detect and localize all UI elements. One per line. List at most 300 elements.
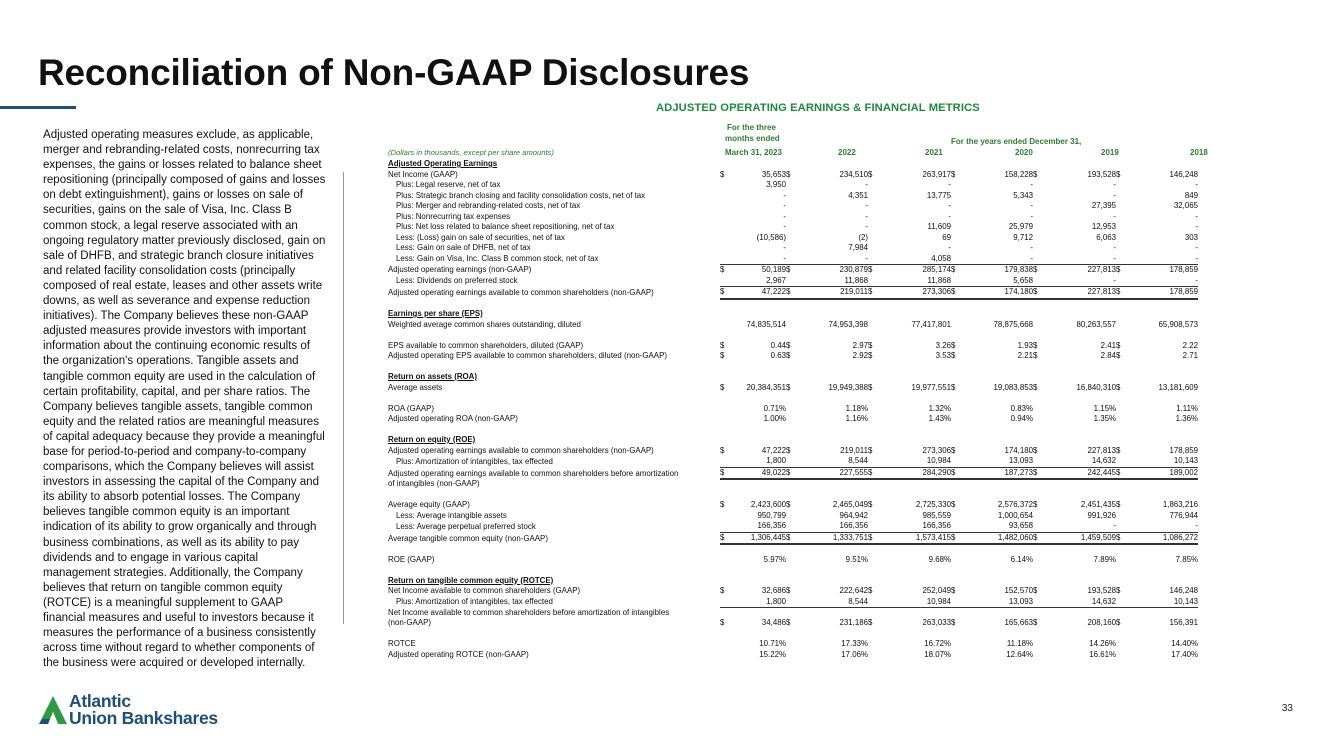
currency-symbol: $ [868,340,873,350]
units-note: (Dollars in thousands, except per share amounts) [388,148,554,157]
value-cell [1144,372,1198,383]
value-cell: 776,944 [1169,510,1198,520]
currency-symbol [1116,212,1144,223]
table-row [388,320,1240,331]
value-cell: 849 [1184,190,1198,200]
currency-symbol: $ [1033,382,1038,392]
currency-symbol [720,435,732,446]
currency-symbol [1033,639,1062,650]
currency-symbol [1033,597,1062,608]
currency-symbol [951,201,979,212]
value-cell: 11,868 [897,276,951,287]
value-cell: - [865,180,868,189]
value-cell: - [1062,521,1116,532]
value-cell: 47,222 [761,445,786,455]
value-cell: 80,263,557 [1076,319,1116,329]
currency-symbol [786,456,814,467]
table-row [388,362,1240,373]
currency-symbol [1116,180,1144,191]
currency-symbol: $ [1033,340,1038,350]
currency-symbol: $ [1116,265,1121,274]
currency-symbol [786,159,814,170]
row-label: Average assets [388,382,443,392]
currency-symbol: $ [720,340,725,350]
value-cell: 146,248 [1169,586,1198,595]
value-cell: 7.85% [1175,554,1198,564]
currency-symbol [1116,320,1144,331]
table-row [388,608,1240,619]
currency-symbol [720,404,732,415]
currency-symbol [786,608,814,619]
value-cell: - [1062,254,1116,265]
currency-symbol: $ [786,618,791,627]
currency-symbol [1033,404,1062,415]
currency-symbol [1116,639,1144,650]
currency-symbol: $ [786,169,791,179]
value-cell: 1.32% [928,403,951,413]
currency-symbol [1116,404,1144,415]
currency-symbol [951,639,979,650]
currency-symbol: $ [868,265,873,274]
currency-symbol [868,521,897,532]
currency-symbol [1033,511,1062,522]
value-cell: 32,686 [761,586,786,595]
currency-symbol [868,414,897,425]
value-cell: 964,942 [839,510,868,520]
year-header-2021: 2021 [925,148,943,157]
currency-symbol: $ [951,169,956,179]
currency-symbol: $ [720,532,732,544]
currency-symbol: $ [720,500,725,509]
value-cell: 10,143 [1144,597,1198,608]
value-cell: 1,800 [732,597,786,608]
currency-symbol: $ [1033,586,1038,595]
currency-symbol [786,414,814,425]
table-row [388,629,1240,640]
row-label [388,435,720,446]
currency-symbol: $ [951,351,956,360]
currency-symbol [951,254,979,265]
currency-symbol: $ [786,586,791,595]
currency-symbol: $ [951,618,956,627]
table-row [388,351,1240,362]
value-cell: 166,356 [732,521,786,532]
currency-symbol: $ [1116,500,1121,509]
row-label: Net Income (GAAP) [388,169,458,179]
value-cell: - [948,243,951,252]
currency-symbol: $ [1033,351,1038,360]
currency-symbol [951,233,979,244]
value-cell: 1,306,445 [732,532,786,544]
currency-symbol: $ [868,586,873,595]
value-cell [979,159,1033,170]
currency-symbol: $ [951,467,979,479]
value-cell [1062,608,1116,619]
table-row [388,597,1240,608]
row-label: Adjusted operating EPS available to common shareholders, diluted (non-GAAP) [388,351,667,360]
currency-symbol [1033,555,1062,566]
table-row [388,287,1240,299]
value-cell [732,608,786,619]
table-row [388,170,1240,181]
value-cell: 0.44 [770,340,786,350]
row-label [388,372,720,383]
currency-symbol [951,159,979,170]
value-cell [732,479,786,490]
currency-symbol [868,191,897,202]
table-row [388,404,1240,415]
table-heading: ADJUSTED OPERATING EARNINGS & FINANCIAL METRICS [656,102,980,114]
row-label: Adjusted operating earnings available to common shareholders (non-GAAP) [388,445,654,455]
value-cell: 1.43% [928,414,951,423]
value-cell: 1.15% [1093,403,1116,413]
value-cell [1062,372,1116,383]
currency-symbol: $ [868,532,897,544]
currency-symbol [1033,243,1062,254]
value-cell: 27,395 [1091,201,1116,210]
currency-symbol [720,576,732,587]
value-cell: 74,953,398 [828,319,868,329]
currency-symbol [720,650,732,661]
value-cell: 1,800 [732,456,786,467]
currency-symbol [720,254,732,265]
value-cell: - [1113,243,1116,252]
currency-symbol [868,650,897,661]
value-cell: - [1144,521,1198,532]
value-cell: 19,083,853 [993,382,1033,392]
currency-symbol [1116,191,1144,202]
currency-symbol [1033,608,1062,619]
value-cell [1144,159,1198,170]
currency-symbol [1116,309,1144,320]
currency-symbol [1116,456,1144,467]
currency-symbol: $ [720,586,725,595]
value-cell: 93,658 [979,521,1033,532]
table-row [388,393,1240,404]
currency-symbol: $ [720,618,725,627]
value-cell: - [948,180,951,189]
currency-symbol: $ [786,500,791,509]
value-cell: 3.26 [935,340,951,350]
row-label: Plus: Amortization of intangibles, tax effected [396,456,553,466]
row-label [388,576,720,587]
value-cell [732,435,786,446]
currency-symbol: $ [1033,500,1038,509]
value-cell: 156,391 [1169,618,1198,627]
currency-symbol [720,191,732,202]
currency-symbol: $ [1116,467,1144,479]
currency-symbol [868,555,897,566]
currency-symbol [868,372,897,383]
value-cell: - [865,201,868,210]
value-cell: 8,544 [814,456,868,467]
value-cell: 189,002 [1144,467,1198,479]
currency-symbol: $ [951,287,979,299]
currency-symbol: $ [868,169,873,179]
value-cell [814,159,868,170]
currency-symbol [720,456,732,467]
currency-symbol [1033,576,1062,587]
currency-symbol: $ [951,586,956,595]
three-months-header-line1: For the three [727,123,776,132]
value-cell: - [1144,276,1198,287]
row-label: Less: Gain on sale of DHFB, net of tax [396,243,531,252]
value-cell: - [1030,211,1033,221]
currency-symbol [720,320,732,331]
currency-symbol: $ [1116,445,1121,455]
value-cell: 1,000,654 [997,510,1033,520]
currency-symbol [951,320,979,331]
currency-symbol: $ [1116,586,1121,595]
table-row [388,180,1240,191]
value-cell: - [783,201,786,210]
value-cell: 1.11% [1176,403,1198,413]
currency-symbol: $ [1033,445,1038,455]
value-cell: 0.83% [1010,403,1033,413]
currency-symbol [951,511,979,522]
value-cell: 17.33% [841,639,868,648]
table-row [388,511,1240,522]
currency-symbol [1116,576,1144,587]
currency-symbol: $ [786,532,814,544]
value-cell [814,479,868,490]
value-cell: - [1113,180,1116,189]
value-cell: 174,180 [979,287,1033,299]
currency-symbol: $ [1033,287,1062,299]
currency-symbol: $ [868,500,873,509]
title-accent-rule [0,106,76,109]
currency-symbol [951,372,979,383]
value-cell: - [783,211,786,221]
currency-symbol [786,511,814,522]
currency-symbol [786,576,814,587]
section-divider [343,172,344,624]
currency-symbol [720,180,732,191]
currency-symbol [720,372,732,383]
currency-symbol: $ [720,287,732,299]
currency-symbol [951,276,979,287]
section-title: Return on equity (ROE) [388,435,476,444]
row-label: Adjusted operating earnings available to common shareholders (non-GAAP) [388,288,654,297]
value-cell [979,576,1033,587]
atlantic-union-a-logo-icon [38,695,68,725]
value-cell: 234,510 [839,169,868,179]
value-cell: 2.41 [1100,340,1116,350]
currency-symbol [951,404,979,415]
table-row [388,243,1240,254]
currency-symbol [951,608,979,619]
currency-symbol: $ [1116,618,1121,627]
currency-symbol [720,276,732,287]
value-cell: 1.35% [1093,414,1116,423]
currency-symbol [1116,201,1144,212]
value-cell: 252,049 [922,586,951,595]
value-cell: 9,712 [1013,232,1033,242]
row-label: Average tangible common equity (non-GAAP) [388,533,548,543]
row-label: ROTCE [388,639,416,648]
value-cell: 284,290 [897,467,951,479]
currency-symbol [786,404,814,415]
row-label: Less: Average perpetual preferred stock [396,521,536,531]
currency-symbol [951,597,979,608]
currency-symbol [868,243,897,254]
currency-symbol [1116,479,1144,490]
value-cell: 4,351 [848,190,868,200]
value-cell: 14,632 [1062,456,1116,467]
three-months-header-date: March 31, 2023 [725,148,782,157]
row-label: ROA (GAAP) [388,403,435,413]
currency-symbol [786,372,814,383]
table-row [388,521,1240,532]
value-cell: 2.22 [1182,340,1198,350]
value-cell: 14.26% [1089,639,1116,648]
currency-symbol [720,511,732,522]
currency-symbol: $ [868,618,873,627]
currency-symbol: $ [1033,265,1038,274]
currency-symbol [951,222,979,233]
value-cell: - [1030,243,1033,252]
value-cell: 2,451,435 [1080,500,1116,509]
value-cell: 230,879 [839,265,868,274]
value-cell: 146,248 [1169,169,1198,179]
currency-symbol [868,180,897,191]
table-row [388,639,1240,650]
currency-symbol [720,159,732,170]
value-cell: 18.07% [924,649,951,659]
currency-symbol: $ [868,445,873,455]
value-cell: 11,868 [814,276,868,287]
currency-symbol [786,212,814,223]
table-row [388,479,1240,490]
currency-symbol: $ [1116,169,1121,179]
currency-symbol: $ [786,445,791,455]
value-cell: 179,838 [1004,265,1033,274]
value-cell: 78,875,668 [993,319,1033,329]
value-cell: 12.64% [1006,649,1033,659]
row-label: Plus: Merger and rebranding-related costs, net of tax [396,201,581,210]
currency-symbol [1033,233,1062,244]
value-cell: - [1195,180,1198,189]
currency-symbol [1116,222,1144,233]
currency-symbol: $ [786,467,814,479]
currency-symbol [1116,650,1144,661]
value-cell: 227,813 [1087,445,1116,455]
currency-symbol [786,201,814,212]
currency-symbol [1033,201,1062,212]
currency-symbol [1116,414,1144,425]
currency-symbol [720,597,732,608]
year-header-2022: 2022 [838,148,856,157]
row-label: Average equity (GAAP) [388,500,470,509]
value-cell: 13,181,609 [1158,382,1198,392]
value-cell [1144,479,1198,490]
currency-symbol [951,456,979,467]
row-label: Less: Gain on Visa, Inc. Class B common stock, net of tax [396,254,599,263]
currency-symbol [868,233,897,244]
value-cell: (10,586) [756,232,786,242]
value-cell: 12,953 [1091,222,1116,231]
currency-symbol [1116,521,1144,532]
table-row [388,372,1240,383]
value-cell [979,479,1033,490]
value-cell [979,608,1033,619]
currency-symbol [868,320,897,331]
value-cell: 1,482,060 [979,532,1033,544]
currency-symbol [786,597,814,608]
value-cell: 166,356 [814,521,868,532]
currency-symbol [951,243,979,254]
value-cell: 4,058 [897,254,951,265]
value-cell [1062,435,1116,446]
value-cell: 10,984 [897,597,951,608]
value-cell: 2.97 [852,340,868,350]
table-row [388,586,1240,597]
value-cell: 9.51% [845,554,868,564]
value-cell [1144,608,1198,619]
table-row [388,309,1240,320]
currency-symbol [720,201,732,212]
row-label: Less: (Loss) gain on sale of securities, net of tax [396,232,565,242]
currency-symbol [786,309,814,320]
value-cell: 10,984 [897,456,951,467]
value-cell [897,576,951,587]
value-cell: 50,189 [761,265,786,274]
currency-symbol [786,243,814,254]
value-cell [1144,309,1198,320]
value-cell: 1,333,751 [814,532,868,544]
table-row [388,201,1240,212]
table-row [388,330,1240,341]
currency-symbol [1116,372,1144,383]
row-label: EPS available to common shareholders, diluted (GAAP) [388,340,584,350]
value-cell: 178,859 [1169,445,1198,455]
row-label: (non-GAAP) [388,618,431,627]
row-label: Plus: Nonrecurring tax expenses [396,211,511,221]
currency-symbol [786,191,814,202]
currency-symbol [786,650,814,661]
currency-symbol [720,555,732,566]
value-cell [897,435,951,446]
currency-symbol [1033,414,1062,425]
currency-symbol: $ [1116,340,1121,350]
value-cell: 227,813 [1062,287,1116,299]
value-cell [897,372,951,383]
value-cell: 178,859 [1169,265,1198,274]
value-cell: 263,917 [922,169,951,179]
row-label: Weighted average common shares outstanding, diluted [388,319,581,329]
value-cell: 5,343 [1013,190,1033,200]
value-cell: 208,160 [1087,618,1116,627]
value-cell: 165,663 [1004,618,1033,627]
value-cell: 227,555 [814,467,868,479]
currency-symbol [1033,456,1062,467]
table-row [388,341,1240,352]
value-cell [897,309,951,320]
currency-symbol [951,479,979,490]
section-title: Return on assets (ROA) [388,372,478,381]
page-number: 33 [1281,703,1293,714]
currency-symbol [951,180,979,191]
value-cell: - [1113,190,1116,200]
value-cell: - [865,222,868,231]
value-cell: - [783,243,786,252]
value-cell: - [1030,201,1033,210]
currency-symbol [868,404,897,415]
currency-symbol: $ [786,382,791,392]
value-cell [897,479,951,490]
table-row [388,456,1240,467]
table-row [388,233,1240,244]
